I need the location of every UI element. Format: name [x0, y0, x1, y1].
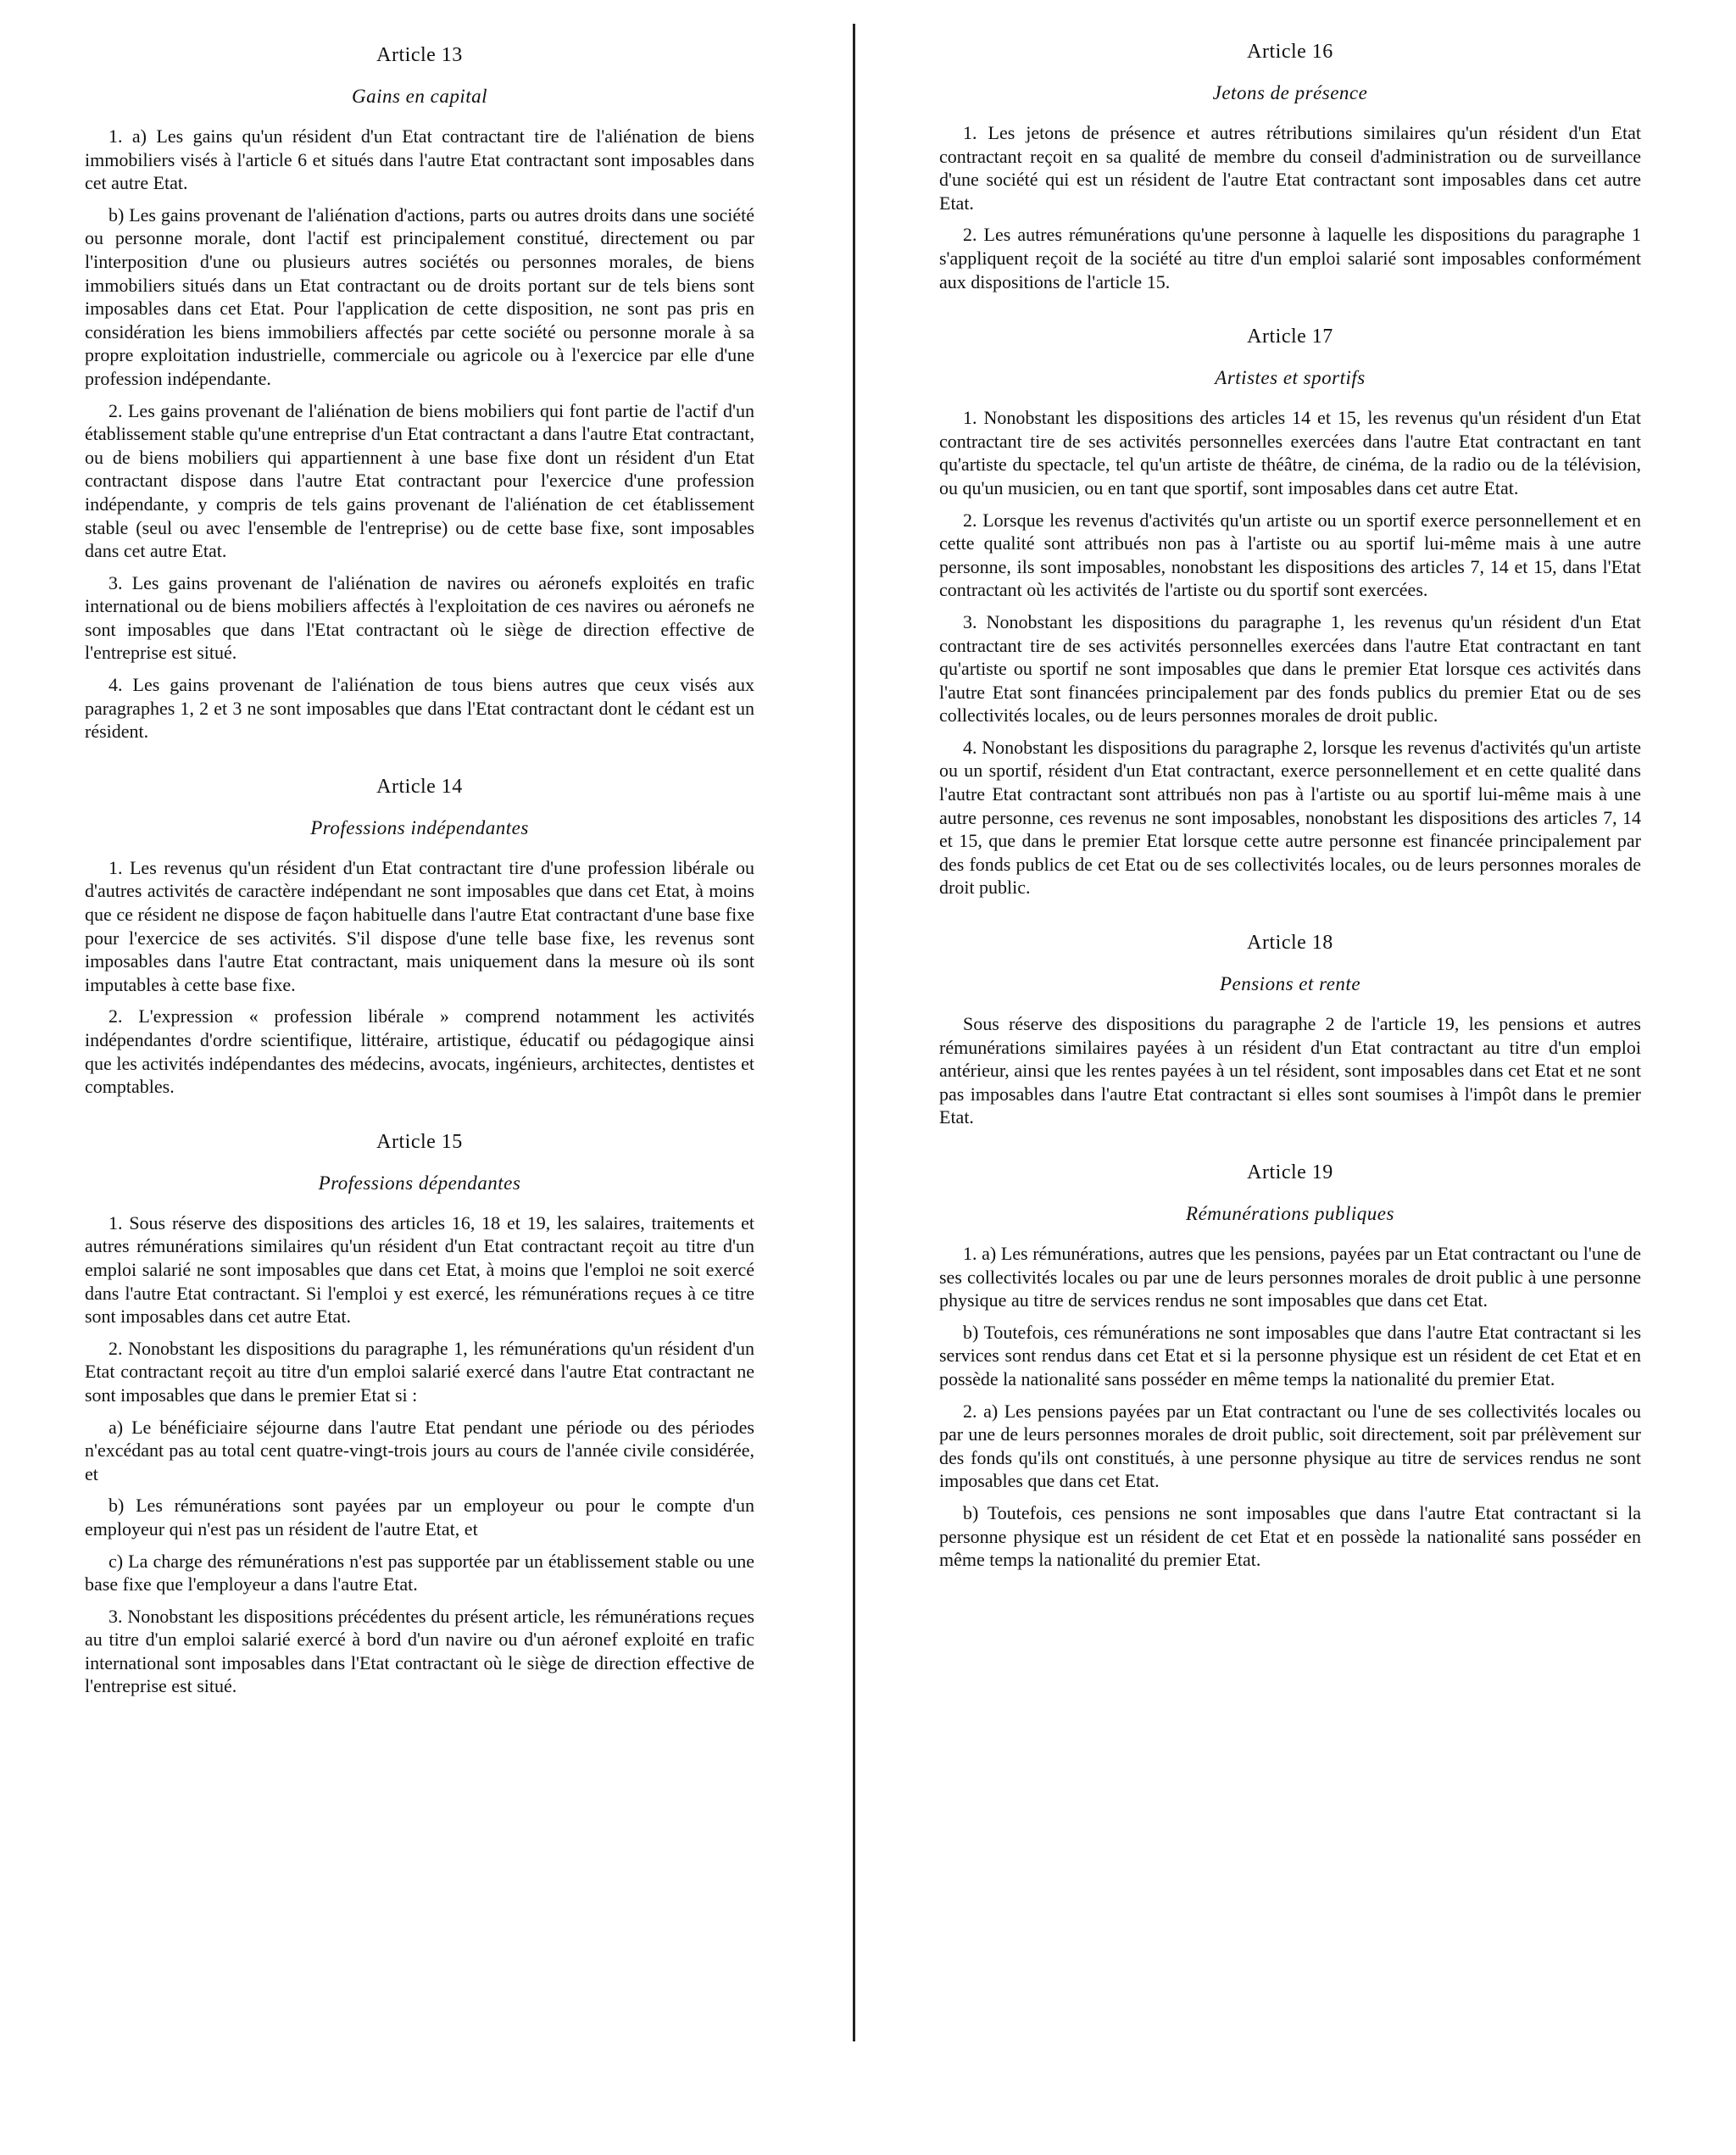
paragraph: 2. Lorsque les revenus d'activités qu'un artiste ou un sportif exerce personnellement et en cette qualité sont attribués non pas à l'artiste ou au sportif lui-même mais à une autre personne, ils sont imposables, nonobstant les dispositions des articles 7, 14 et 15, dans l'Etat contractant où les activités de l'artiste ou du sportif sont exercées. [939, 509, 1641, 601]
article-subtitle: Jetons de présence [1212, 82, 1368, 103]
paragraph: 2. Nonobstant les dispositions du paragraphe 1, les rémunérations qu'un résident d'un Etat contractant reçoit au titre d'un emploi salarié exercé dans l'autre Etat contractant ne sont imposables que dans le premier Etat si : [85, 1337, 754, 1406]
paragraph: b) Les gains provenant de l'aliénation d'actions, parts ou autres droits dans une société ou personne morale, dont l'actif est principalement constitué, directement ou par l'interposition d'une ou plusieurs autres sociétés ou personnes morales, de biens immobiliers situés dans un Etat contractant ou de droits portant sur de tels biens sont imposables dans cet Etat. Pour l'application de cette disposition, ne sont pas pris en considération les biens immobiliers affectés par cette société ou personne morale à sa propre exploitation industrielle, commerciale ou agricole ou à l'exercice par elle d'une profession indépendante. [85, 203, 754, 389]
article-heading: Article 14 [376, 775, 463, 798]
article-16 [939, 41, 1641, 293]
paragraph: b) Toutefois, ces pensions ne sont imposables que dans l'autre Etat contractant si la personne physique est un résident de cet Etat et en possède la nationalité sans posséder en même temps la nationalité du premier Etat. [939, 1501, 1641, 1571]
paragraph: b) Les rémunérations sont payées par un employeur ou pour le compte d'un employeur qui n'est pas un résident de l'autre Etat, et [85, 1495, 754, 1540]
article-heading: Article 17 [1247, 326, 1333, 348]
article-17 [939, 326, 1641, 899]
paragraph: 1. a) Les rémunérations, autres que les pensions, payées par un Etat contractant ou l'une de ses collectivités locales ou par une de leurs personnes morales de droit public à une personne physique au titre de services rendus ne sont imposables que dans cet Etat. [939, 1243, 1641, 1311]
paragraph: 2. Les gains provenant de l'aliénation de biens mobiliers qui font partie de l'actif d'un établissement stable qu'une entreprise d'un Etat contractant a dans l'autre Etat contractant, ou de biens mobiliers qui appartiennent à une base fixe dont un résident d'un Etat contractant dispose dans l'autre Etat contractant pour l'exercice d'une profession indépendante, y compris de tels gains provenant de l'aliénation de cet établissement stable (seul ou avec l'ensemble de l'entreprise) ou de cette base fixe, sont imposables dans cet autre Etat. [85, 399, 754, 562]
paragraph: 3. Nonobstant les dispositions du paragraphe 1, les revenus qu'un résident d'un Etat contractant tire de ses activités personnelles exercées dans l'autre Etat contractant en tant qu'artiste ou sportif ne sont imposables que dans le premier Etat lorsque ces activités dans l'autre Etat sont financées principalement par des fonds publics du premier Etat ou de ses collectivités locales, ou de leurs personnes morales de droit public. [939, 610, 1641, 727]
article-subtitle: Rémunérations publiques [1186, 1203, 1394, 1224]
paragraph: 3. Nonobstant les dispositions précédentes du présent article, les rémunérations reçues au titre d'un emploi salarié exercé à bord d'un navire ou d'un aéronef exploité en trafic international sont imposables dans l'Etat contractant où le siège de direction effective de l'entreprise est situé. [85, 1605, 754, 1697]
article-subtitle: Pensions et rente [1219, 973, 1361, 995]
paragraph: b) Toutefois, ces rémunérations ne sont imposables que dans l'autre Etat contractant si les services sont rendus dans cet Etat et si la personne physique est un résident de cet Etat et en possède la nationalité sans posséder en même temps la nationalité du premier Etat. [939, 1321, 1641, 1389]
right-column [939, 41, 1641, 1604]
article-15 [85, 1131, 754, 1698]
article-18 [939, 932, 1641, 1129]
article-heading: Article 19 [1247, 1161, 1333, 1183]
paragraph: 1. Nonobstant les dispositions des articles 14 et 15, les revenus qu'un résident d'un Etat contractant tire de ses activités personnelles exercées dans l'autre Etat contractant en tant qu'artiste du spectacle, tel qu'un artiste de théâtre, de cinéma, de la radio ou de la télévision, ou qu'un musicien, ou en tant que sportif, sont imposables dans cet autre Etat. [939, 407, 1641, 498]
article-heading: Article 18 [1247, 932, 1333, 955]
column-divider [853, 24, 855, 2041]
paragraph: 2. L'expression « profession libérale » comprend notamment les activités indépendantes d'ordre scientifique, littéraire, artistique, éducatif ou pédagogique ainsi que les activités indépendantes des médecins, avocats, ingénieurs, architectes, dentistes et comptables. [85, 1005, 754, 1098]
article-subtitle: Professions dépendantes [318, 1172, 521, 1194]
paragraph: 1. Sous réserve des dispositions des articles 16, 18 et 19, les salaires, traitements et autres rémunérations similaires qu'un résident d'un Etat contractant reçoit au titre d'un emploi salarié ne sont imposables que dans cet Etat, à moins que l'emploi ne soit exercé dans l'autre Etat contractant. Si l'emploi y est exercé, les rémunérations reçues à ce titre sont imposables dans cet autre Etat. [85, 1211, 754, 1328]
paragraph: 1. Les revenus qu'un résident d'un Etat contractant tire d'une profession libérale ou d'autres activités de caractère indépendant ne sont imposables que dans cet Etat, à moins que ce résident ne dispose de façon habituelle dans l'autre Etat contractant d'une base fixe pour l'exercice de ses activités. S'il dispose d'une telle base fixe, les revenus sont imposables dans l'autre Etat contractant, mais uniquement dans la mesure où ils sont imputables à cette base fixe. [85, 856, 754, 995]
article-subtitle: Professions indépendantes [310, 816, 529, 838]
article-subtitle: Artistes et sportifs [1215, 367, 1366, 389]
paragraph: 1. a) Les gains qu'un résident d'un Etat contractant tire de l'aliénation de biens immobiliers visés à l'article 6 et situés dans l'autre Etat contractant sont imposables dans cet autre Etat. [85, 125, 754, 194]
article-heading: Article 15 [376, 1130, 463, 1153]
paragraph: 2. a) Les pensions payées par un Etat contractant ou l'une de ses collectivités locales ou par une de leurs personnes morales de droit public, soit directement, soit par prélèvement sur des fonds qu'ils ont constitués, à une personne physique au titre de services rendus ne sont imposables que dans cet Etat. [939, 1400, 1641, 1492]
article-heading: Article 13 [376, 44, 463, 66]
left-column [85, 44, 754, 1730]
article-19 [939, 1161, 1641, 1572]
paragraph: a) Le bénéficiaire séjourne dans l'autre Etat pendant une période ou des périodes n'excédant pas au total cent quatre-vingt-trois jours au cours de l'année civile considérée, et [85, 1416, 754, 1484]
article-subtitle: Gains en capital [351, 86, 488, 107]
paragraph: 2. Les autres rémunérations qu'une personne à laquelle les dispositions du paragraphe 1 s'appliquent reçoit de la société au titre d'un emploi salarié sont imposables conformément aux dispositions de l'article 15. [939, 224, 1641, 292]
paragraph: 4. Les gains provenant de l'aliénation de tous biens autres que ceux visés aux paragraphes 1, 2 et 3 ne sont imposables que dans l'Etat contractant dont le cédant est un résident. [85, 674, 754, 743]
paragraph: 4. Nonobstant les dispositions du paragraphe 2, lorsque les revenus d'activités qu'un artiste ou un sportif, résident d'un Etat contractant, exerce personnellement et en cette qualité dans l'autre Etat contractant sont attribués non pas à l'artiste ou au sportif lui-même mais à une autre personne, ces revenus ne sont imposables, nonobstant les dispositions des articles 7, 14 et 15, que dans le premier Etat lorsque cette autre personne est financée principalement par des fonds publics de cet Etat ou de ses collectivités locales, ou de leurs personnes morales de droit public. [939, 736, 1641, 899]
paragraph: 1. Les jetons de présence et autres rétributions similaires qu'un résident d'un Etat contractant reçoit en sa qualité de membre du conseil d'administration ou de surveillance d'une société qui est un résident de l'autre Etat contractant sont imposables dans cet autre Etat. [939, 122, 1641, 214]
paragraph: 3. Les gains provenant de l'aliénation de navires ou aéronefs exploités en trafic international ou de biens mobiliers affectés à l'exploitation de ces navires ou aéronefs ne sont imposables que dans l'Etat contractant où le siège de direction effective de l'entreprise est situé. [85, 571, 754, 664]
article-13 [85, 44, 754, 743]
paragraph: c) La charge des rémunérations n'est pas supportée par un établissement stable ou une base fixe que l'employeur a dans l'autre Etat. [85, 1550, 754, 1595]
article-14 [85, 776, 754, 1099]
paragraph: Sous réserve des dispositions du paragraphe 2 de l'article 19, les pensions et autres rémunérations similaires payées à un résident d'un Etat contractant au titre d'un emploi antérieur, ainsi que les rentes payées à un tel résident, sont imposables dans cet Etat et ne sont pas imposables dans l'autre Etat contractant si elles sont soumises à l'impôt dans le premier Etat. [939, 1013, 1641, 1128]
article-heading: Article 16 [1247, 41, 1333, 63]
